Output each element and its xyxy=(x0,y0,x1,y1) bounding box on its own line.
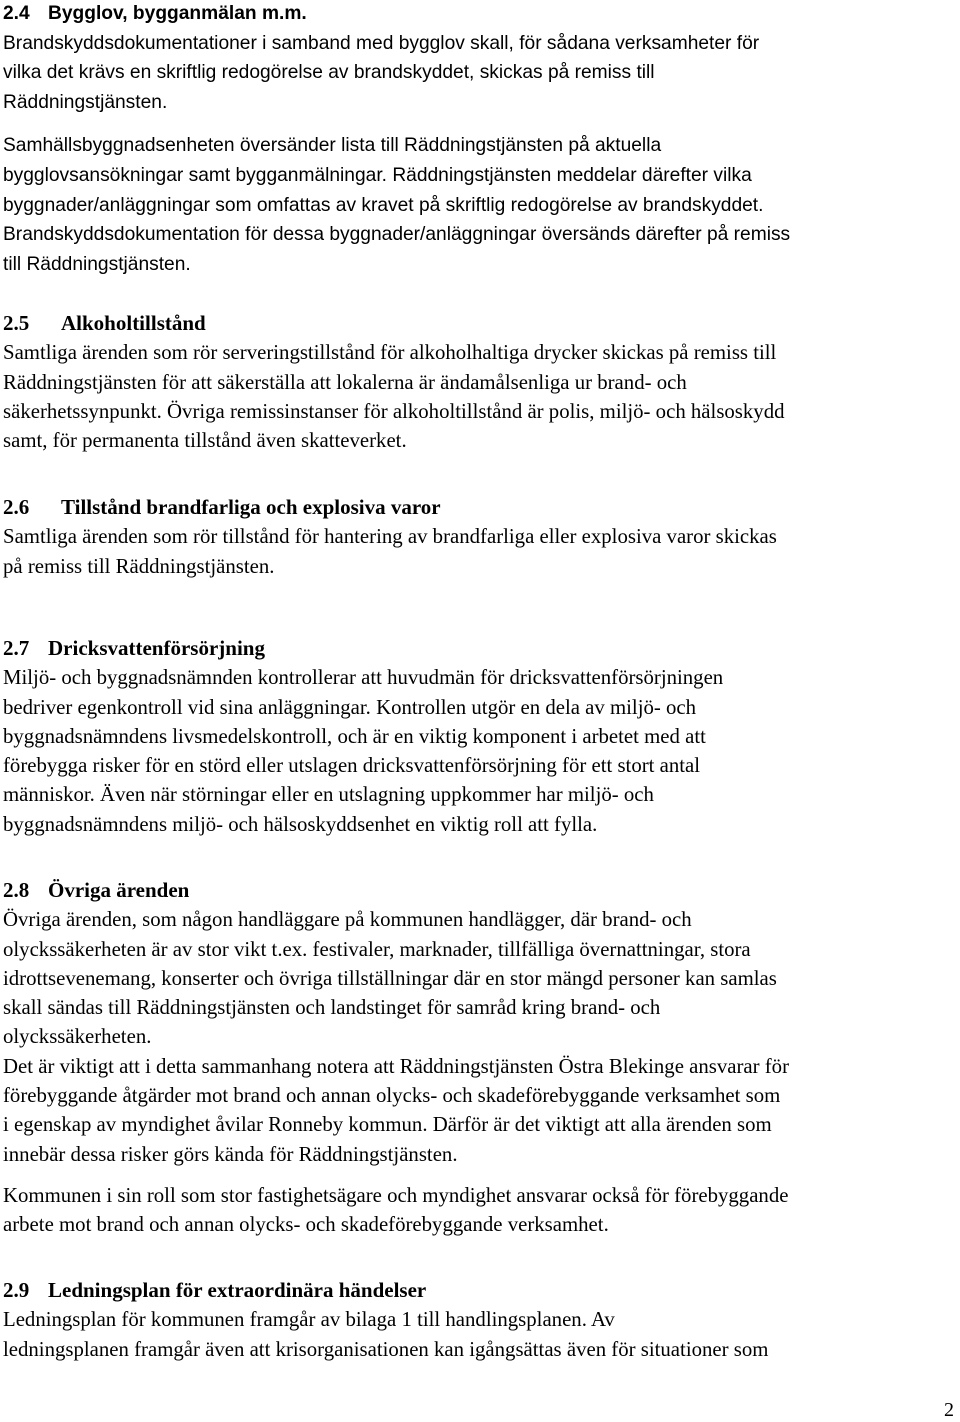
text-line: Kommunen i sin roll som stor fastighetsägare och myndighet ansvarar också för förebyggande xyxy=(3,1183,789,1207)
text-line: människor. Även när störningar eller en utslagning uppkommer har miljö- och xyxy=(3,783,654,807)
text-line: byggnader/anläggningar som omfattas av kravet på skriftlig redogörelse av brandskyddet. xyxy=(3,194,764,216)
section-heading xyxy=(3,876,958,905)
section-number: 2.5 xyxy=(3,311,30,335)
text-line: innebär dessa risker görs kända för Räddningstjänsten. xyxy=(3,1142,458,1166)
text-line: Samtliga ärenden som rör serveringstillstånd för alkoholhaltiga drycker skickas på remiss till xyxy=(3,341,777,365)
section-heading xyxy=(3,493,958,522)
text-line: Räddningstjänsten för att säkerställa att lokalerna är ändamålsenliga ur brand- och xyxy=(3,370,687,394)
text-line: skall sändas till Räddningstjänsten och landstinget för samråd kring brand- och xyxy=(3,996,661,1020)
page-number: 2 xyxy=(944,1399,954,1421)
section-title: Övriga ärenden xyxy=(48,878,190,902)
section-2-7 xyxy=(3,634,958,839)
text-line: i egenskap av myndighet åvilar Ronneby kommun. Därför är det viktigt att alla ärenden som xyxy=(3,1113,772,1137)
text-line: bedriver egenkontroll vid sina anläggningar. Kontrollen utgör en dela av miljö- och xyxy=(3,695,697,719)
section-2-8 xyxy=(3,876,958,1240)
section-heading xyxy=(3,309,958,338)
section-title: Ledningsplan för extraordinära händelser xyxy=(48,1278,427,1302)
text-line: till Räddningstjänsten. xyxy=(3,253,191,275)
text-line: Det är viktigt att i detta sammanhang notera att Räddningstjänsten Östra Blekinge ansvarar för xyxy=(3,1054,790,1078)
text-line: olyckssäkerheten. xyxy=(3,1025,152,1049)
text-line: byggnadsnämndens miljö- och hälsoskyddsenhet en viktig roll att fylla. xyxy=(3,812,598,836)
section-number: 2.9 xyxy=(3,1278,30,1302)
section-heading xyxy=(3,0,958,29)
section-2-9 xyxy=(3,1276,958,1364)
text-line: på remiss till Räddningstjänsten. xyxy=(3,554,275,578)
text-line: arbete mot brand och annan olycks- och skadeförebyggande verksamhet. xyxy=(3,1213,609,1237)
section-number: 2.4 xyxy=(3,3,30,24)
text-line: vilka det krävs en skriftlig redogörelse av brandskyddet, skickas på remiss till xyxy=(3,62,655,84)
section-title: Alkoholtillstånd xyxy=(61,311,206,335)
text-line: olyckssäkerheten är av stor vikt t.ex. festivaler, marknader, tillfälliga övernattningar, stora xyxy=(3,937,751,961)
text-line: Brandskyddsdokumentation för dessa byggnader/anläggningar översänds därefter på remiss xyxy=(3,224,791,246)
text-line: Samhällsbyggnadsenheten översänder lista till Räddningstjänsten på aktuella xyxy=(3,135,662,157)
section-number: 2.7 xyxy=(3,636,30,660)
section-heading xyxy=(3,1276,958,1305)
section-title: Bygglov, bygganmälan m.m. xyxy=(48,3,307,24)
text-line: Brandskyddsdokumentationer i samband med bygglov skall, för sådana verksamheter för xyxy=(3,32,760,54)
text-line: Samtliga ärenden som rör tillstånd för hantering av brandfarliga eller explosiva varor skickas xyxy=(3,525,777,549)
text-line: bygglovsansökningar samt bygganmälningar. Räddningstjänsten meddelar därefter vilka xyxy=(3,164,752,186)
section-heading xyxy=(3,634,958,663)
text-line: säkerhetssynpunkt. Övriga remissinstanser för alkoholtillstånd är polis, miljö- och hälsoskydd xyxy=(3,399,785,423)
text-line: idrottsevenemang, konserter och övriga tillställningar där en stor mängd personer kan samlas xyxy=(3,966,777,990)
text-line: Miljö- och byggnadsnämnden kontrollerar att huvudmän för dricksvattenförsörjningen xyxy=(3,666,724,690)
section-title: Dricksvattenförsörjning xyxy=(48,636,265,660)
section-2-6 xyxy=(3,493,958,581)
text-line: förebyggande åtgärder mot brand och annan olycks- och skadeförebyggande verksamhet som xyxy=(3,1084,781,1108)
text-line: Ledningsplan för kommunen framgår av bilaga 1 till handlingsplanen. Av xyxy=(3,1308,615,1332)
text-line: Övriga ärenden, som någon handläggare på kommunen handlägger, där brand- och xyxy=(3,908,692,932)
text-line: byggnadsnämndens livsmedelskontroll, och är en viktig komponent i arbetet med att xyxy=(3,724,706,748)
text-line: Räddningstjänsten. xyxy=(3,91,168,113)
text-line: ledningsplanen framgår även att krisorganisationen kan igångsättas även för situationer som xyxy=(3,1337,769,1361)
text-line: förebygga risker för en störd eller utslagen dricksvattenförsörjning för ett stort antal xyxy=(3,754,701,778)
section-number: 2.6 xyxy=(3,495,30,519)
text-line: samt, för permanenta tillstånd även skatteverket. xyxy=(3,429,407,453)
section-2-5 xyxy=(3,309,958,455)
section-2-4 xyxy=(3,0,958,279)
section-title: Tillstånd brandfarliga och explosiva varor xyxy=(61,495,441,519)
section-number: 2.8 xyxy=(3,878,30,902)
